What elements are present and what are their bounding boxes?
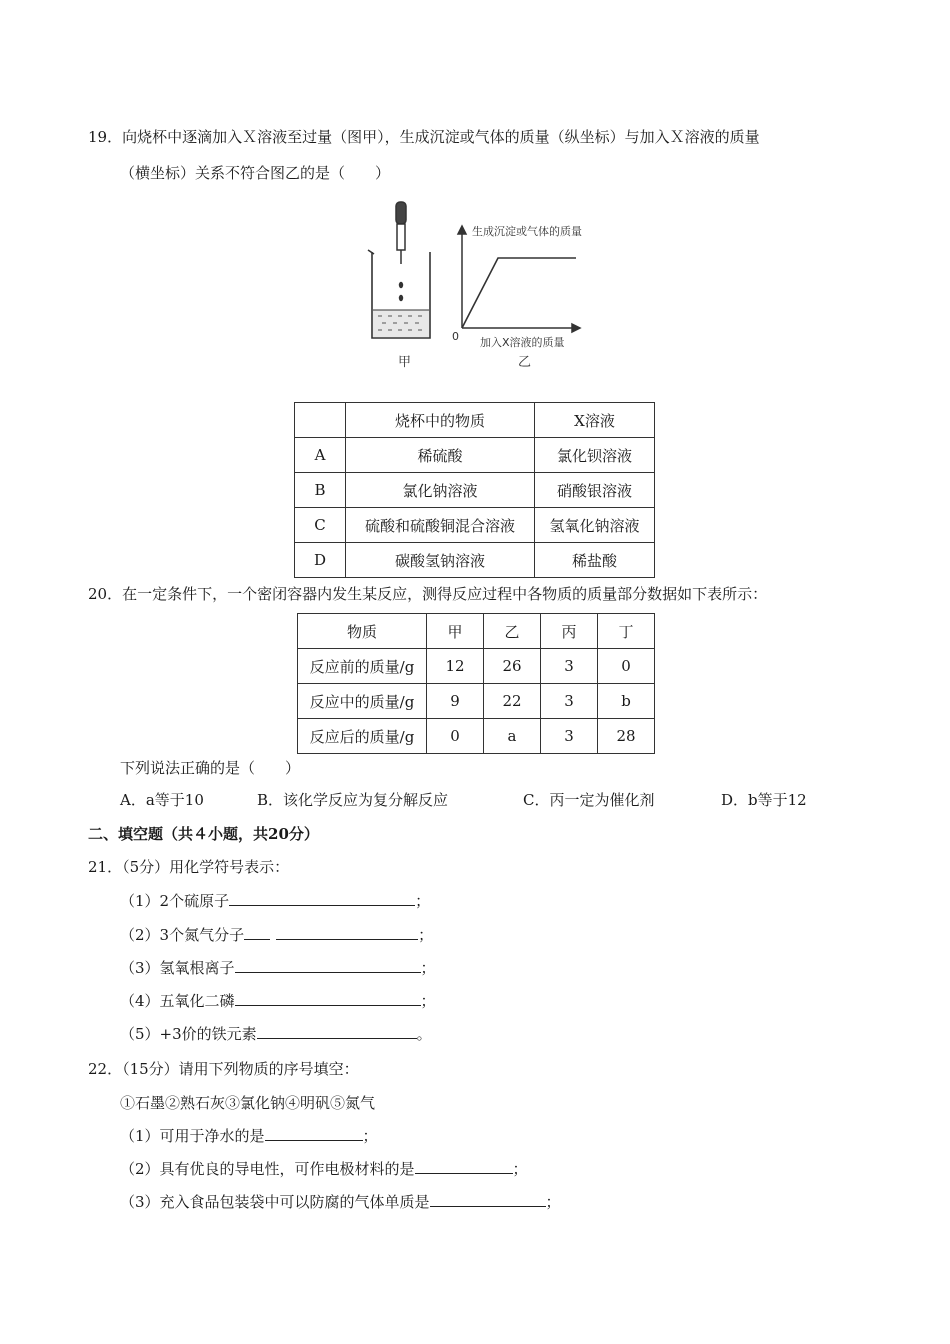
table-row — [295, 403, 655, 438]
item-end: ； — [362, 1127, 378, 1145]
q19-figure — [360, 196, 620, 376]
q21-item-4 — [120, 991, 436, 1011]
answer-blank[interactable] — [235, 991, 421, 1006]
q21-item-3 — [120, 958, 436, 978]
table-row — [295, 508, 655, 543]
q20-prompt: 下列说法正确的是（ ） — [120, 759, 301, 777]
q20-header: 丙 — [541, 614, 598, 649]
cell: 0 — [598, 649, 655, 684]
beaker-label: 甲 — [398, 355, 412, 370]
item-text: （3）氢氧根离子 — [120, 959, 235, 977]
beaker-substance: 氯化钠溶液 — [346, 473, 535, 508]
q20-option-d: D．b等于12 — [721, 791, 807, 809]
answer-blank[interactable] — [415, 1159, 513, 1174]
drop-icon — [399, 295, 403, 301]
table-row — [298, 614, 655, 649]
section-title: 二、填空题（共４小题，共20分） — [88, 825, 319, 843]
item-text: （3）充入食品包装袋中可以防腐的气体单质是 — [120, 1193, 430, 1211]
cell: 0 — [427, 719, 484, 754]
q21-item-5 — [120, 1024, 432, 1044]
item-text: （1）可用于净水的是 — [120, 1127, 265, 1145]
x-solution: 氯化钡溶液 — [535, 438, 655, 473]
q22-stem: 22．（15分）请用下列物质的序号填空： — [88, 1060, 359, 1078]
cell: 12 — [427, 649, 484, 684]
graph-y-axis-label: 生成沉淀或气体的质量 — [472, 225, 582, 238]
item-end: ； — [545, 1193, 561, 1211]
q19-stem-line1: 19．向烧杯中逐滴加入Ｘ溶液至过量（图甲），生成沉淀或气体的质量（纵坐标）与加入Ｘ溶液的质量 — [88, 128, 760, 146]
answer-blank[interactable] — [430, 1192, 546, 1207]
q19-header-blank — [295, 403, 346, 438]
row-label: 反应中的质量/g — [298, 684, 427, 719]
item-end: ； — [418, 926, 434, 944]
q20-option-b: B．该化学反应为复分解反应 — [257, 791, 449, 809]
q20-header: 物质 — [298, 614, 427, 649]
item-text: （1）2个硫原子 — [120, 892, 230, 910]
graph-x-axis-label: 加入X溶液的质量 — [480, 336, 565, 349]
q19-stem-line2: （横坐标）关系不符合图乙的是（ ） — [120, 164, 391, 182]
item-text: （4）五氧化二磷 — [120, 992, 235, 1010]
option-letter: C — [295, 508, 346, 543]
beaker-substance: 硫酸和硫酸铜混合溶液 — [346, 508, 535, 543]
cell: a — [484, 719, 541, 754]
q22-item-3 — [120, 1192, 561, 1212]
q21-stem: 21．（5分）用化学符号表示： — [88, 858, 290, 876]
x-solution: 硝酸银溶液 — [535, 473, 655, 508]
q20-stem: 20．在一定条件下，一个密闭容器内发生某反应，测得反应过程中各物质的质量部分数据如下表所示： — [88, 585, 768, 603]
item-text: （5）+3价的铁元素 — [120, 1025, 257, 1043]
cell: 22 — [484, 684, 541, 719]
cell: 3 — [541, 719, 598, 754]
q20-header: 乙 — [484, 614, 541, 649]
table-row — [298, 649, 655, 684]
q20-header: 丁 — [598, 614, 655, 649]
answer-blank[interactable] — [235, 958, 421, 973]
q20-option-a: A．a等于10 — [120, 791, 204, 809]
answer-blank[interactable] — [229, 891, 415, 906]
item-end: ； — [415, 892, 431, 910]
item-end: ； — [512, 1160, 528, 1178]
cell: 28 — [598, 719, 655, 754]
cell: 9 — [427, 684, 484, 719]
item-end: ； — [420, 959, 436, 977]
beaker-substance: 碳酸氢钠溶液 — [346, 543, 535, 578]
item-text: （2）3个氮气分子 — [120, 926, 245, 944]
item-text: （2）具有优良的导电性，可作电极材料的是 — [120, 1160, 415, 1178]
table-row — [295, 543, 655, 578]
beaker-substance: 稀硫酸 — [346, 438, 535, 473]
cell: 3 — [541, 684, 598, 719]
q20-option-c: C．丙一定为催化剂 — [523, 791, 655, 809]
option-letter: A — [295, 438, 346, 473]
q19-header-beaker: 烧杯中的物质 — [346, 403, 535, 438]
option-letter: B — [295, 473, 346, 508]
q22-item-1 — [120, 1126, 378, 1146]
q19-header-x: X溶液 — [535, 403, 655, 438]
beaker-icon — [368, 250, 430, 338]
table-row — [295, 473, 655, 508]
cell: 3 — [541, 649, 598, 684]
table-row — [298, 719, 655, 754]
graph-curve — [462, 258, 576, 328]
answer-blank[interactable] — [244, 925, 270, 940]
q20-table — [297, 613, 655, 754]
q19-table — [294, 402, 655, 578]
answer-blank[interactable] — [265, 1126, 363, 1141]
drop-icon — [399, 282, 403, 288]
row-label: 反应后的质量/g — [298, 719, 427, 754]
answer-blank[interactable] — [257, 1024, 417, 1039]
table-row — [298, 684, 655, 719]
graph-origin-label: 0 — [452, 330, 459, 343]
item-end: 。 — [416, 1025, 432, 1043]
q22-item-2 — [120, 1159, 528, 1179]
q21-item-2 — [120, 925, 433, 945]
q22-substances: ①石墨②熟石灰③氯化钠④明矾⑤氮气 — [120, 1094, 376, 1112]
q21-item-1 — [120, 891, 430, 911]
table-row — [295, 438, 655, 473]
option-letter: D — [295, 543, 346, 578]
item-end: ； — [420, 992, 436, 1010]
x-solution: 氢氧化钠溶液 — [535, 508, 655, 543]
graph-label: 乙 — [518, 355, 532, 370]
graph-axes — [458, 226, 580, 332]
q20-header: 甲 — [427, 614, 484, 649]
cell: b — [598, 684, 655, 719]
dropper-icon — [396, 202, 406, 264]
x-solution: 稀盐酸 — [535, 543, 655, 578]
cell: 26 — [484, 649, 541, 684]
row-label: 反应前的质量/g — [298, 649, 427, 684]
answer-blank[interactable] — [276, 925, 418, 940]
